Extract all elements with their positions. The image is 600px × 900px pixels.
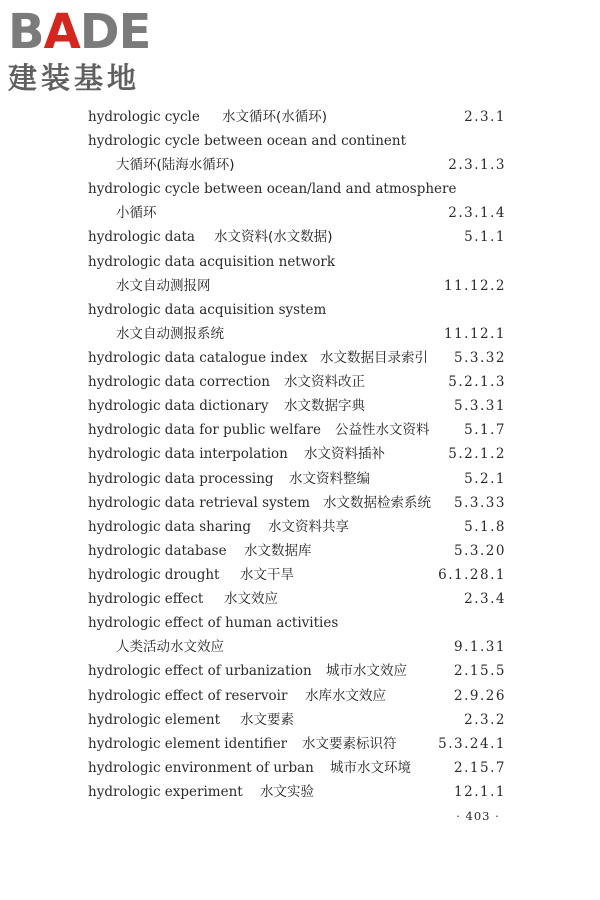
section-number: 5.2.1.3 bbox=[448, 374, 506, 390]
chinese-term: 公益性水文资料 bbox=[335, 422, 430, 438]
chinese-term: 水文自动测报系统 bbox=[116, 326, 224, 342]
section-number: 2.3.1.4 bbox=[448, 205, 506, 221]
logo-subtitle: 建装基地 bbox=[8, 61, 141, 95]
english-term: hydrologic data sharing bbox=[88, 519, 252, 535]
chinese-term: 水文资料共享 bbox=[268, 519, 349, 535]
chinese-term: 水文数据库 bbox=[244, 543, 312, 559]
index-line bbox=[0, 251, 600, 273]
english-term: hydrologic data dictionary bbox=[88, 398, 269, 414]
english-term: hydrologic data for public welfare bbox=[88, 422, 321, 438]
english-term: hydrologic data interpolation bbox=[88, 446, 288, 462]
english-term: hydrologic data retrieval system bbox=[88, 495, 310, 511]
index-line bbox=[0, 564, 600, 586]
section-number: 2.3.2 bbox=[464, 712, 506, 728]
section-number: 5.3.31 bbox=[454, 398, 506, 414]
index-line bbox=[0, 781, 600, 803]
index-line bbox=[0, 347, 600, 369]
section-number: 2.3.4 bbox=[464, 591, 506, 607]
section-number: 5.3.20 bbox=[454, 543, 506, 559]
english-term: hydrologic environment of urban bbox=[88, 760, 314, 776]
section-number: 2.9.26 bbox=[454, 688, 506, 704]
english-term: hydrologic cycle between ocean/land and atmosphere bbox=[88, 181, 457, 197]
chinese-term: 水文资料(水文数据) bbox=[214, 229, 333, 245]
index-line bbox=[0, 371, 600, 393]
chinese-term: 水文数据目录索引 bbox=[320, 350, 428, 366]
section-number: 5.3.24.1 bbox=[438, 736, 506, 752]
chinese-term: 水文要素标识符 bbox=[302, 736, 397, 752]
chinese-term: 水文资料改正 bbox=[284, 374, 365, 390]
chinese-term: 水文资料整编 bbox=[289, 471, 370, 487]
logo-letter-a: A bbox=[43, 4, 80, 60]
section-number: 5.1.8 bbox=[464, 519, 506, 535]
index-line bbox=[0, 226, 600, 248]
index-line bbox=[0, 202, 600, 224]
chinese-term: 水文资料插补 bbox=[304, 446, 385, 462]
chinese-term: 水文效应 bbox=[224, 591, 278, 607]
section-number: 12.1.1 bbox=[454, 784, 506, 800]
chinese-term: 水文实验 bbox=[260, 784, 314, 800]
index-line bbox=[0, 588, 600, 610]
chinese-term: 水文循环(水循环) bbox=[222, 109, 328, 125]
index-line bbox=[0, 178, 600, 200]
index-line bbox=[0, 130, 600, 152]
index-line bbox=[0, 275, 600, 297]
index-line bbox=[0, 468, 600, 490]
english-term: hydrologic data acquisition network bbox=[88, 254, 336, 270]
index-line bbox=[0, 757, 600, 779]
english-term: hydrologic data bbox=[88, 229, 195, 245]
section-number: 2.15.7 bbox=[454, 760, 506, 776]
section-number: 5.1.7 bbox=[464, 422, 506, 438]
english-term: hydrologic data correction bbox=[88, 374, 270, 390]
section-number: 9.1.31 bbox=[454, 639, 506, 655]
index-line bbox=[0, 709, 600, 731]
english-term: hydrologic database bbox=[88, 543, 227, 559]
chinese-term: 水文干旱 bbox=[240, 567, 294, 583]
section-number: 11.12.1 bbox=[443, 326, 506, 342]
chinese-term: 人类活动水文效应 bbox=[116, 639, 224, 655]
english-term: hydrologic element identifier bbox=[88, 736, 288, 752]
index-line bbox=[0, 733, 600, 755]
english-term: hydrologic drought bbox=[88, 567, 220, 583]
logo-letters-de: DE bbox=[79, 4, 151, 60]
english-term: hydrologic effect of human activities bbox=[88, 615, 339, 631]
chinese-term: 城市水文效应 bbox=[326, 663, 407, 679]
section-number: 6.1.28.1 bbox=[438, 567, 506, 583]
index-line bbox=[0, 395, 600, 417]
index-line bbox=[0, 636, 600, 658]
index-line bbox=[0, 492, 600, 514]
chinese-term: 水文数据检索系统 bbox=[323, 495, 431, 511]
index-line bbox=[0, 299, 600, 321]
english-term: hydrologic experiment bbox=[88, 784, 243, 800]
index-line bbox=[0, 540, 600, 562]
chinese-term: 城市水文环境 bbox=[330, 760, 411, 776]
chinese-term: 水文自动测报网 bbox=[116, 278, 211, 294]
english-term: hydrologic element bbox=[88, 712, 221, 728]
section-number: 11.12.2 bbox=[443, 278, 506, 294]
chinese-term: 小循环 bbox=[116, 205, 157, 221]
english-term: hydrologic cycle between ocean and continent bbox=[88, 133, 407, 149]
section-number: 5.2.1.2 bbox=[448, 446, 506, 462]
index-line bbox=[0, 660, 600, 682]
chinese-term: 水文数据字典 bbox=[284, 398, 365, 414]
section-number: 5.1.1 bbox=[464, 229, 506, 245]
index-line bbox=[0, 516, 600, 538]
section-number: 2.3.1.3 bbox=[448, 157, 506, 173]
index-line bbox=[0, 685, 600, 707]
index-line bbox=[0, 323, 600, 345]
section-number: 2.15.5 bbox=[454, 663, 506, 679]
section-number: 5.2.1 bbox=[464, 471, 506, 487]
chinese-term: 大循环(陆海水循环) bbox=[116, 157, 235, 173]
english-term: hydrologic cycle bbox=[88, 109, 200, 125]
section-number: 2.3.1 bbox=[464, 109, 506, 125]
index-line bbox=[0, 106, 600, 128]
english-term: hydrologic data processing bbox=[88, 471, 274, 487]
chinese-term: 水文要素 bbox=[240, 712, 294, 728]
english-term: hydrologic data acquisition system bbox=[88, 302, 327, 318]
section-number: 5.3.32 bbox=[454, 350, 506, 366]
english-term: hydrologic effect bbox=[88, 591, 204, 607]
english-term: hydrologic effect of urbanization bbox=[88, 663, 312, 679]
index-line bbox=[0, 419, 600, 441]
page-number: · 403 · bbox=[456, 809, 500, 823]
chinese-term: 水库水文效应 bbox=[305, 688, 386, 704]
index-line bbox=[0, 154, 600, 176]
english-term: hydrologic data catalogue index bbox=[88, 350, 308, 366]
index-line bbox=[0, 612, 600, 634]
english-term: hydrologic effect of reservoir bbox=[88, 688, 288, 704]
section-number: 5.3.33 bbox=[454, 495, 506, 511]
index-line bbox=[0, 443, 600, 465]
logo-letter-b: B bbox=[8, 4, 44, 60]
